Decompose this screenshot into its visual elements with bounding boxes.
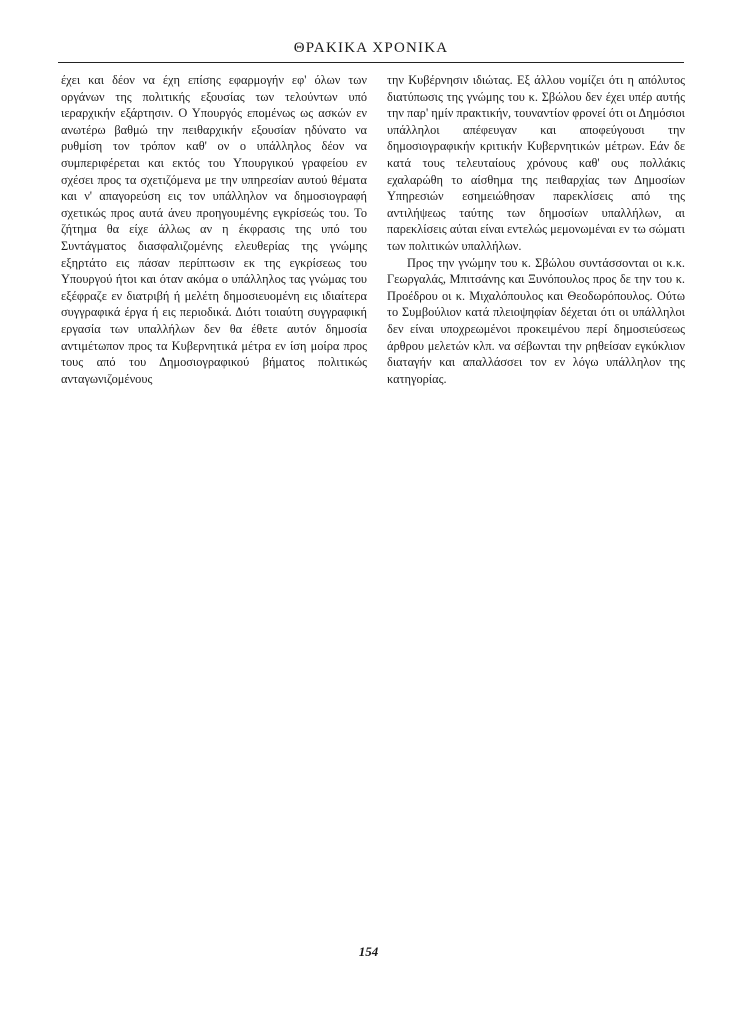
page-header xyxy=(58,38,684,58)
left-paragraph: έχει και δέον να έχη επίσης εφαρμογήν εφ' όλων των οργάνων της πολιτικής εξουσίας των τελούντων υπό ιεραρχικήν εξάρτησιν. Ο Υπουργός επομένως ως ασκών εν ανωτέρω βαθμώ την πειθαρχικήν εξουσίαν ηδύνατο να ρυθμίση τον τρόπον καθ' ον ο υπάλληλος δέον να συμπεριφέρεται και εκτός του Υπουργικού γραφείου εν σχέσει προς τα σχετιζόμενα με την υπηρεσίαν αυτού θέματα και ν' απαγορεύση εις τον υπάλληλον να δημοσιογραφή σχετικώς προς αυτά άνευ προηγουμένης εγκρίσεώς του. Το ζήτημα θα είχε άλλως αν η έκφρασις της υπό του Συντάγματος διασφαλιζομένης ελευθερίας της γνώμης εξηρτάτο εις πάσαν περίπτωσιν εκ της εγκρίσεως του Υπουργού ήτοι και όταν ακόμα ο υπάλληλος τας γνώμας του εξέφραζε εν διατριβή ή μελέτη δημοσιευομένη εις ιδιαίτερα συγγραφικά έργα ή εις περιοδικά. Διότι τοιαύτη συγγραφική εργασία των υπαλλήλων δεν θα έθετε αυτόν δημοσία αντιμέτωπον προς τα Κυβερνητικά μέτρα εν ίση μοίρα προς τους από του Δημοσιογραφικού βήματος πολιτικώς ανταγωνιζομένους xyxy=(61,73,367,386)
right-paragraph-2: Προς την γνώμην του κ. Σβώλου συντάσσονται οι κ.κ. Γεωργαλάς, Μπιτσάνης και Ξυνόπουλος προς δε την του κ. Προέδρου οι κ. Μιχαλόπουλος και Θεοδωρόπουλος. Ούτω το Συμβούλιον κατά πλειοψηφίαν δέχεται ότι οι υπάλληλοι δεν είναι υποχρεωμένοι προκειμένου περί δημοσιεύσεως άρθρου μελετών κλπ. να σέβωνται την ρηθείσαν εγκύκλιον διαταγήν και απαλλάσσει τον εν λόγω υπάλληλον της κατηγορίας. xyxy=(387,255,685,386)
running-title: ΘΡΑΚΙΚΑ ΧΡΟΝΙΚΑ xyxy=(293,40,449,56)
page-number: 154 xyxy=(358,944,379,959)
right-column xyxy=(387,72,685,387)
right-paragraph-1: την Κυβέρνησιν ιδιώτας. Εξ άλλου νομίζει ότι η απόλυτος διατύπωσις της γνώμης του κ. Σβώλου δεν έχει υπέρ αυτής την παρ' ημίν πρακτικήν, τουναντίον φρονεί ότι οι Δημόσιοι υπάλληλοι απέφευγαν και αποφεύγουσι την δημοσιογραφικήν κριτικήν Κυβερνητικών μέτρων. Εάν δε κατά τους τελευταίους χρόνους καθ' ους πολλάκις εχαλαρώθη το αίσθημα της πειθαρχίας των Δημοσίων Υπηρεσιών εσημειώθησαν παρεκλίσεις από της αντιλήψεως ταύτης των δημοσίων υπαλλήλων, αι παρεκλίσεις αύται είναι εντελώς μεμονωμέναι εν τω σώματι των πολιτικών υπαλλήλων. xyxy=(387,73,685,253)
header-rule xyxy=(58,62,684,63)
left-column xyxy=(61,72,367,387)
